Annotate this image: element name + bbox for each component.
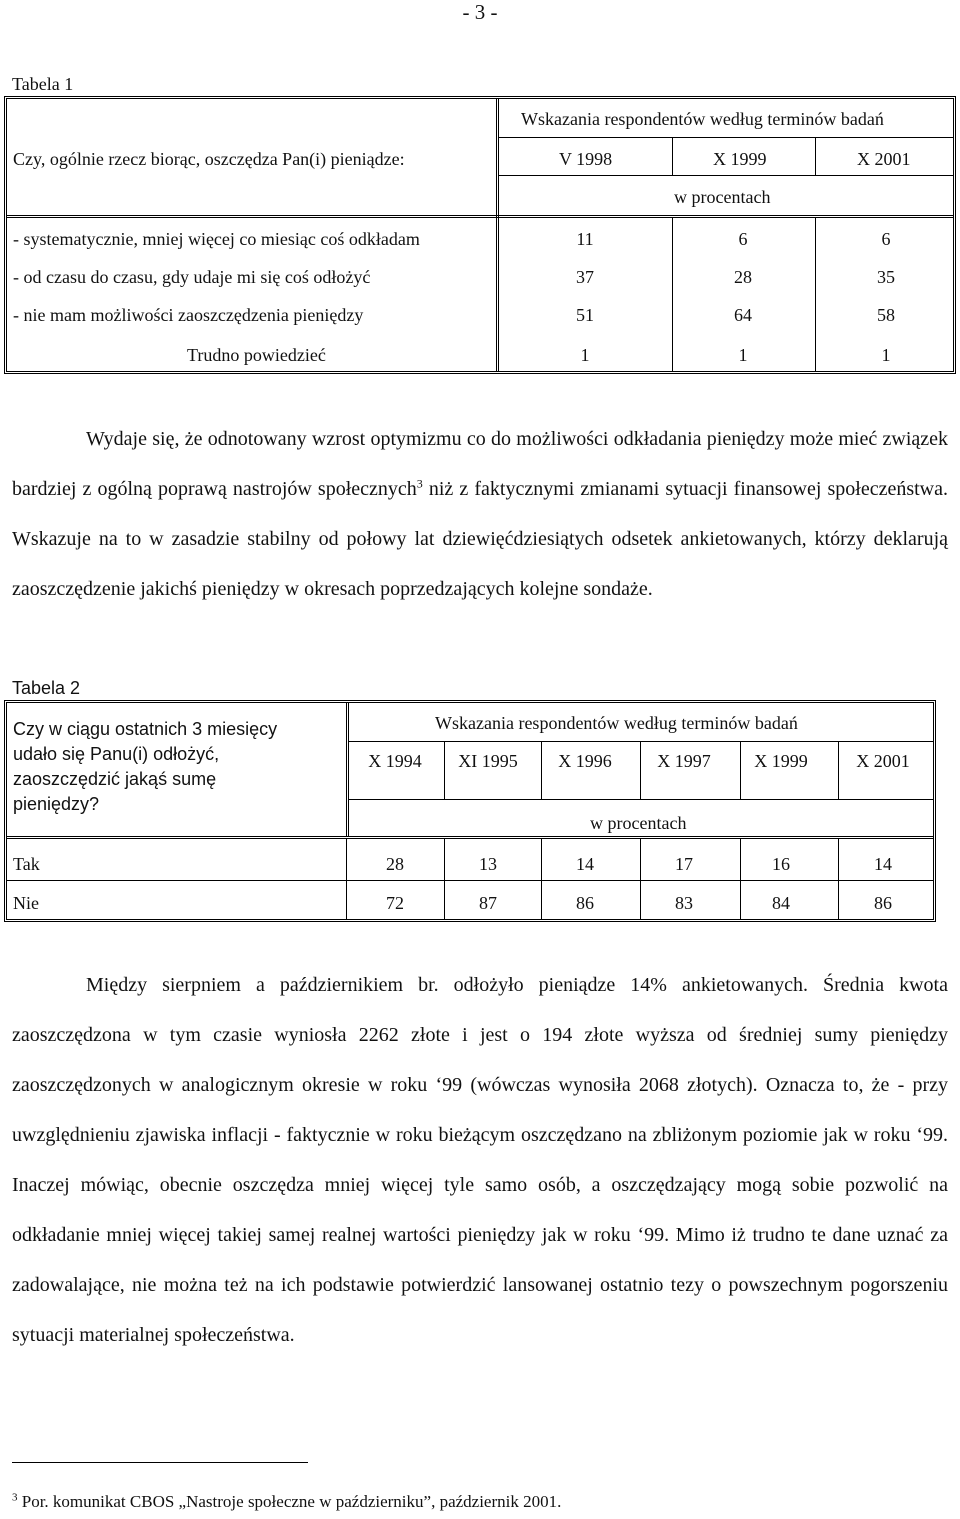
footnote: $^3$ Por. komunikat CBOS „Nastroje społeczne w październiku”, październik 2001. [12,1491,562,1511]
table2-col-header: XI 1995 [458,751,518,771]
table2-header: Wskazania respondentów według terminów badań [435,713,798,733]
page-number: - 3 - [462,0,498,24]
table1-col-header: V 1998 [559,149,613,169]
table1-question: Czy, ogólnie rzecz biorąc, oszczędza Pan(i) pieniądze: [13,149,405,169]
table1-col-header: X 2001 [857,149,911,169]
footnote-separator [12,1462,308,1463]
table2-unit: w procentach [590,813,687,833]
table2-label: Tabela 2 [12,678,81,698]
table1: Czy, ogólnie rzecz biorąc, oszczędza Pan(i) pieniądze: Wskazania respondentów według terminów badań V 1998 X 1999 X 2001 w procentach - systematycznie, mniej więcej co miesiąc coś odkładam 11 6 6 - od czasu do czasu, gdy udaje mi się coś odłożyć 37 28 35 - nie mam możliwości zaoszczędzenia pieniędzy 51 64 58 Trudno powiedzieć 1 1 1 [4,96,956,374]
table1-unit: w procentach [674,187,771,207]
table2-col-header: X 1996 [558,751,612,771]
table2-question: Czy w ciągu ostatnich 3 miesięcy udało się Panu(i) odłożyć, zaoszczędzić jakąś sumę pieniędzy? [13,719,278,814]
footnote-ref: 3 [416,476,423,491]
table2-col-header: X 1999 [754,751,808,771]
table1-col-header: X 1999 [713,149,767,169]
table1-header: Wskazania respondentów według terminów badań [521,109,884,129]
table2-col-header: X 2001 [856,751,910,771]
table2: Czy w ciągu ostatnich 3 miesięcy udało się Panu(i) odłożyć, zaoszczędzić jakąś sumę pieniędzy? Wskazania respondentów według terminów badań X 1994 XI 1995 X 1996 X 1997 X 1999 X 2001 w procentach Tak 28 13 14 17 16 14 Nie 72 87 86 83 84 86 [4,700,936,922]
table2-col-header: X 1994 [368,751,422,771]
paragraph-1: Wydaje się, że odnotowany wzrost optymizmu co do możliwości odkładania pieniędzy może mieć związek bardziej z ogólną poprawą nastrojów społecznych$^3$ niż z faktycznymi zmianami sytuacji finansowej społeczeństwa. Wskazuje na to w zasadzie stabilny od połowy lat dziewięćdziesiątych odsetek ankietowanych, którzy deklarują zaoszczędzenie jakichś pieniędzy w okresach poprzedzających kolejne sondaże. [12,428,949,600]
table2-col-header: X 1997 [657,751,711,771]
table1-label: Tabela 1 [12,74,74,94]
paragraph-2: Między sierpniem a październikiem br. odłożyło pieniądze 14% ankietowanych. Średnia kwota zaoszczędzona w tym czasie wyniosła 2262 złote i jest o 194 złote wyższa od średniej sumy pieniędzy zaoszczędzonych w analogicznym okresie w roku ‘99 (wówczas wynosiła 2068 złotych). Oznacza to, że - przy uwzględnieniu zjawiska inflacji - faktycznie w roku bieżącym oszczędzano na zbliżonym poziomie jak w roku ‘99. Inaczej mówiąc, obecnie oszczędza mniej więcej tyle samo osób, a oszczędzający mogą sobie pozwolić na odkładanie mniej więcej takiej samej realnej wartości pieniędzy jak w roku ‘99. Mimo iż trudno te dane uznać za zadowalające, nie można też na ich podstawie potwierdzić lansowanej ostatnio tezy o powszechnym pogorszeniu sytuacji materialnej społeczeństwa. [12,974,948,1346]
